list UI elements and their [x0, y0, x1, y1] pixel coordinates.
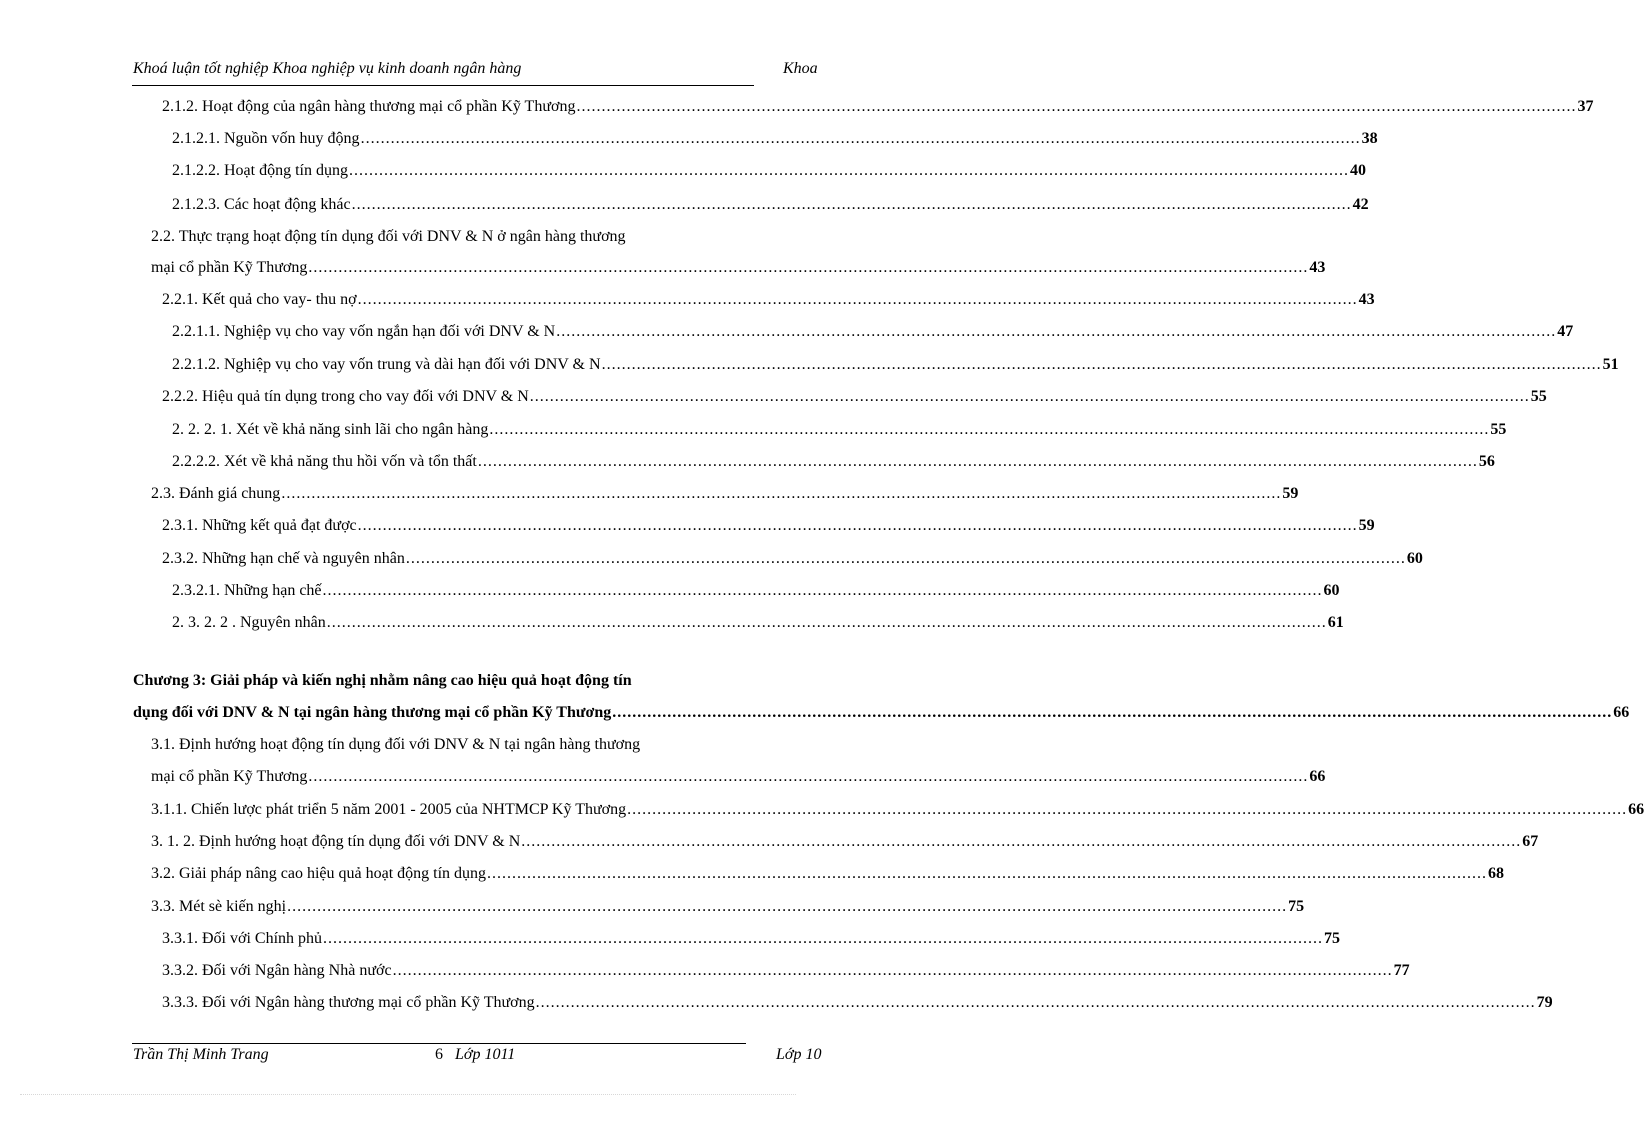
toc-entry-page: 38: [1361, 130, 1378, 147]
toc-entry[interactable]: [172, 611, 1344, 635]
toc-entry[interactable]: [162, 514, 1375, 538]
toc-entry-page: 66: [1309, 768, 1326, 785]
toc-entry[interactable]: [162, 385, 1547, 409]
toc-entry-title: 3.3.2. Đối với Ngân hàng Nhà nước: [162, 962, 392, 979]
toc-entry[interactable]: [172, 159, 1366, 183]
footer-class: Lớp 1011: [455, 1046, 516, 1063]
toc-entry-page: 79: [1536, 994, 1553, 1011]
toc-entry-title: 2.1.2.1. Nguồn vốn huy động: [172, 130, 360, 147]
toc-entry[interactable]: [162, 288, 1375, 312]
toc-entry[interactable]: [133, 701, 1630, 725]
toc-entry-title: 2.2.2. Hiệu quả tín dụng trong cho vay đối với DNV & N: [162, 388, 529, 405]
footer-author: Trần Thị Minh Trang: [133, 1046, 269, 1063]
toc-leader: ........................................................................................................................................................................................................: [351, 196, 1352, 213]
toc-entry-page: 56: [1478, 453, 1495, 470]
toc-entry[interactable]: [151, 798, 1644, 822]
header-title: Khoá luận tốt nghiệp Khoa nghiệp vụ kinh doanh ngân hàng: [133, 60, 522, 77]
toc-entry[interactable]: [151, 862, 1505, 886]
toc-entry-title: 2.2.1.1. Nghiệp vụ cho vay vốn ngắn hạn đối với DNV & N: [172, 323, 556, 340]
toc-entry-page: 68: [1488, 865, 1505, 882]
toc-leader: ........................................................................................................................................................................................................: [308, 259, 1309, 276]
toc-entry-page: 60: [1406, 550, 1423, 567]
toc-entry[interactable]: [162, 547, 1423, 571]
toc-entry[interactable]: [172, 127, 1378, 151]
toc-entry-title: dụng đối với DNV & N tại ngân hàng thương mại cổ phần Kỹ Thương: [133, 704, 612, 721]
toc-entry-page: 37: [1577, 98, 1594, 115]
toc-leader: ........................................................................................................................................................................................................: [287, 898, 1288, 915]
page-edge-divider: [20, 1094, 796, 1095]
toc-entry-page: 59: [1358, 517, 1375, 534]
toc-entry-page: 59: [1282, 485, 1299, 502]
toc-leader: ........................................................................................................................................................................................................: [322, 582, 1323, 599]
toc-leader: ........................................................................................................................................................................................................: [535, 994, 1536, 1011]
toc-leader: ........................................................................................................................................................................................................: [357, 291, 1358, 308]
toc-entry-page: 75: [1324, 930, 1341, 947]
toc-entry[interactable]: [151, 482, 1299, 506]
toc-entry-title: 3.2. Giải pháp nâng cao hiệu quả hoạt động tín dụng: [151, 865, 487, 882]
toc-entry[interactable]: [151, 765, 1326, 789]
toc-entry-page: 67: [1522, 833, 1539, 850]
toc-entry-title: mại cổ phần Kỹ Thương: [151, 259, 308, 276]
toc-leader: ........................................................................................................................................................................................................: [360, 130, 1361, 147]
page-number: 6: [435, 1046, 443, 1063]
toc-leader: ........................................................................................................................................................................................................: [405, 550, 1406, 567]
toc-entry[interactable]: [151, 256, 1326, 280]
toc-entry-title: 3.3.3. Đối với Ngân hàng thương mại cổ phần Kỹ Thương: [162, 994, 535, 1011]
toc-entry[interactable]: [162, 927, 1341, 951]
toc-entry-page: 61: [1327, 614, 1344, 631]
toc-entry-page: 43: [1309, 259, 1326, 276]
toc-entry[interactable]: [172, 353, 1619, 377]
toc-leader: ........................................................................................................................................................................................................: [477, 453, 1478, 470]
toc-entry-title: 3. 1. 2. Định hướng hoạt động tín dụng đối với DNV & N: [151, 833, 521, 850]
toc-entry-title: 2.2.1. Kết quả cho vay- thu nợ: [162, 291, 357, 308]
toc-entry[interactable]: [172, 579, 1340, 603]
toc-entry-title: 2.1.2. Hoạt động của ngân hàng thương mại cổ phần Kỹ Thương: [162, 98, 576, 115]
toc-entry-title[interactable]: 2.2. Thực trạng hoạt động tín dụng đối với DNV & N ở ngân hàng thương: [151, 228, 626, 245]
toc-entry[interactable]: [151, 830, 1539, 854]
toc-leader: ........................................................................................................................................................................................................: [529, 388, 1530, 405]
toc-entry-page: 40: [1350, 162, 1366, 179]
toc-leader: ........................................................................................................................................................................................................: [326, 614, 1327, 631]
toc-entry-title[interactable]: 3.1. Định hướng hoạt động tín dụng đối với DNV & N tại ngân hàng thương: [151, 736, 641, 753]
toc-entry-title: 2.1.2.3. Các hoạt động khác: [172, 196, 351, 213]
toc-entry-page: 42: [1352, 196, 1369, 213]
toc-entry-page: 60: [1323, 582, 1340, 599]
toc-leader: ........................................................................................................................................................................................................: [556, 323, 1557, 340]
toc-entry[interactable]: [172, 418, 1507, 442]
toc-leader: ........................................................................................................................................................................................................: [601, 356, 1602, 373]
toc-leader: ........................................................................................................................................................................................................: [392, 962, 1393, 979]
toc-entry-page: 55: [1530, 388, 1547, 405]
toc-leader: ........................................................................................................................................................................................................: [521, 833, 1522, 850]
toc-entry[interactable]: [162, 991, 1553, 1015]
footer-rule: [132, 1043, 746, 1044]
toc-leader: ........................................................................................................................................................................................................: [281, 485, 1282, 502]
toc-leader: ........................................................................................................................................................................................................: [349, 162, 1349, 179]
toc-entry[interactable]: [172, 320, 1574, 344]
toc-leader: ........................................................................................................................................................................................................: [612, 704, 1613, 721]
toc-entry-title: 2.2.2.2. Xét về khả năng thu hồi vốn và tổn thất: [172, 453, 477, 470]
toc-entry-page: 55: [1490, 421, 1507, 438]
toc-entry-title: 2.3.1. Những kết quả đạt được: [162, 517, 357, 534]
toc-entry-page: 43: [1358, 291, 1375, 308]
toc-entry-page: 75: [1288, 898, 1305, 915]
header-title-cutoff: Khoa: [783, 60, 818, 77]
toc-entry-title: mại cổ phần Kỹ Thương: [151, 768, 308, 785]
toc-entry-title: 2.3.2. Những hạn chế và nguyên nhân: [162, 550, 405, 567]
toc-leader: ........................................................................................................................................................................................................: [308, 768, 1309, 785]
toc-leader: ........................................................................................................................................................................................................: [489, 421, 1490, 438]
toc-entry-page: 66: [1628, 801, 1644, 818]
toc-leader: ........................................................................................................................................................................................................: [323, 930, 1324, 947]
footer-class-cutoff: Lớp 10: [776, 1046, 822, 1063]
toc-entry[interactable]: [162, 959, 1410, 983]
toc-entry-title: 2.3. Đánh giá chung: [151, 485, 281, 502]
toc-entry-title: 3.1.1. Chiến lược phát triển 5 năm 2001 - 2005 của NHTMCP Kỹ Thương: [151, 801, 627, 818]
toc-entry-title: 3.3.1. Đối với Chính phủ: [162, 930, 323, 947]
toc-entry-title: 2.1.2.2. Hoạt động tín dụng: [172, 162, 348, 179]
toc-entry[interactable]: [151, 895, 1305, 919]
toc-entry-title: 2.2.1.2. Nghiệp vụ cho vay vốn trung và dài hạn đối với DNV & N: [172, 356, 601, 373]
toc-entry[interactable]: [162, 95, 1594, 119]
header-rule: [132, 85, 754, 86]
toc-entry-title: 3.3. Mét sè kiến nghị: [151, 898, 287, 915]
toc-leader: ........................................................................................................................................................................................................: [357, 517, 1358, 534]
toc-entry[interactable]: [172, 450, 1495, 474]
toc-entry-page: 51: [1602, 356, 1619, 373]
chapter-3-heading[interactable]: Chương 3: Giải pháp và kiến nghị nhằm nâng cao hiệu quả hoạt động tín: [133, 672, 632, 689]
toc-leader: ........................................................................................................................................................................................................: [576, 98, 1577, 115]
toc-entry-title: 2. 3. 2. 2 . Nguyên nhân: [172, 614, 326, 631]
toc-entry[interactable]: [172, 193, 1369, 217]
toc-entry-page: 66: [1613, 704, 1630, 721]
toc-entry-title: 2.3.2.1. Những hạn chế: [172, 582, 322, 599]
toc-entry-page: 77: [1393, 962, 1410, 979]
toc-leader: ........................................................................................................................................................................................................: [487, 865, 1488, 882]
toc-entry-page: 47: [1557, 323, 1574, 340]
toc-entry-title: 2. 2. 2. 1. Xét về khả năng sinh lãi cho ngân hàng: [172, 421, 489, 438]
toc-leader: ........................................................................................................................................................................................................: [627, 801, 1628, 818]
